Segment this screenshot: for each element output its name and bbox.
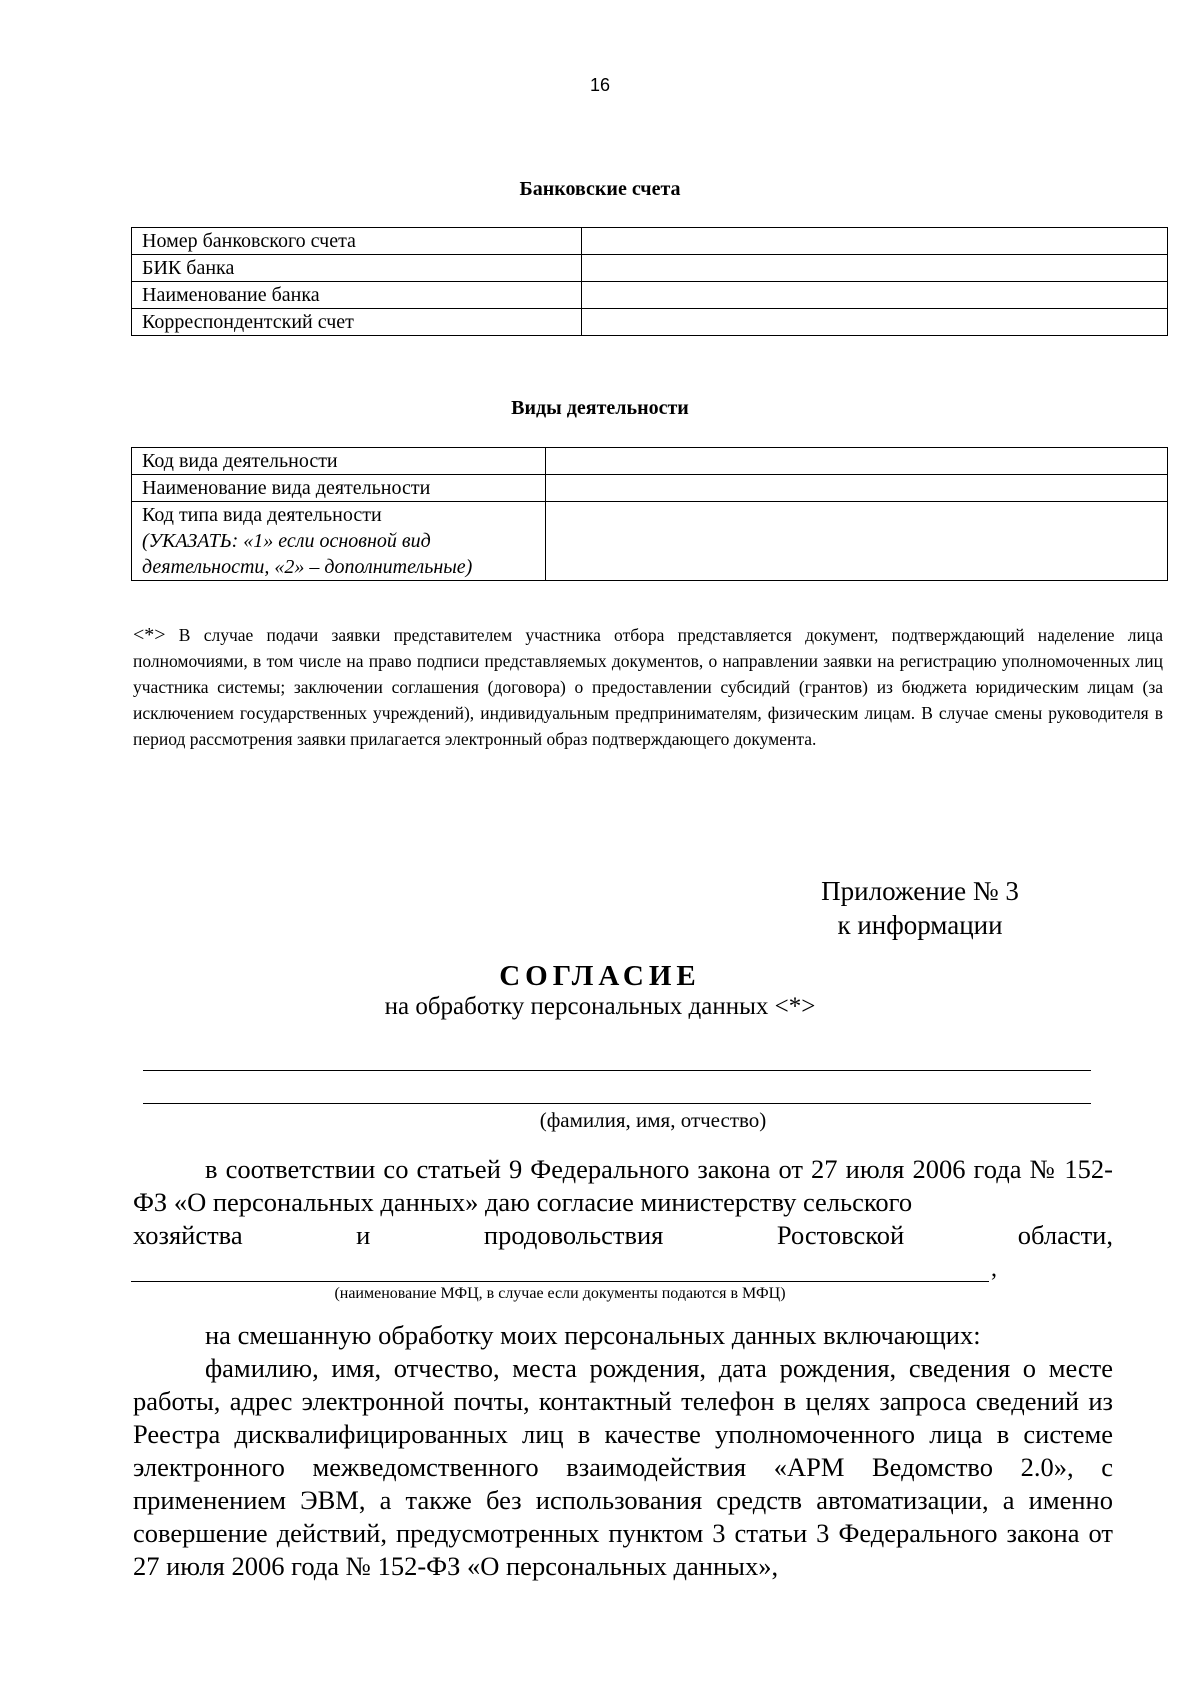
field-label: БИК банка	[132, 255, 582, 282]
table-row	[132, 228, 1168, 255]
table-row	[132, 309, 1168, 336]
field-value[interactable]	[546, 502, 1168, 581]
name-fill-line[interactable]	[143, 1070, 1091, 1071]
name-fill-line-2[interactable]	[143, 1103, 1091, 1104]
field-label: Наименование банка	[132, 282, 582, 309]
consent-paragraph-2	[133, 1319, 1113, 1583]
appendix-header	[810, 874, 1030, 942]
field-note: (УКАЗАТЬ: «1» если основной вид деятельности, «2» – дополнительные)	[142, 530, 473, 578]
appendix-number: Приложение № 3	[821, 876, 1019, 906]
field-label: Код типа вида деятельности	[142, 504, 382, 526]
field-label: Номер банковского счета	[132, 228, 582, 255]
field-label: Код вида деятельности	[132, 448, 546, 475]
field-value[interactable]	[582, 282, 1168, 309]
field-label-cell	[132, 502, 546, 581]
bank-accounts-title: Банковские счета	[519, 178, 681, 200]
bank-accounts-table	[131, 227, 1168, 336]
appendix-subtitle: к информации	[837, 910, 1003, 940]
consent-paragraph-1-text: в соответствии со статьей 9 Федерального закона от 27 июля 2006 года № 152-ФЗ «О персональных данных» даю согласие министерству сельского	[133, 1154, 1113, 1217]
consent-title: СОГЛАСИЕ	[499, 960, 701, 992]
field-value[interactable]	[546, 448, 1168, 475]
table-row	[132, 448, 1168, 475]
table-row	[132, 475, 1168, 502]
mfc-caption: (наименование МФЦ, в случае если документы подаются в МФЦ)	[334, 1285, 786, 1302]
footnote-text: В случае подачи заявки представителем участника отбора представляется документ, подтверждающий наделение лица полномочиями, в том числе на право подписи представляемых документов, о направлении заявки на регистрацию уполномоченных лиц участника системы; заключении соглашения (договора) о предоставлении субсидий (грантов) из бюджета юридическим лицам (за исключением государственных учреждений), индивидуальным предпринимателям, физическим лицам. В случае смены руководителя в период рассмотрения заявки прилагается электронный образ подтверждающего документа.	[133, 625, 1163, 749]
table-row	[132, 282, 1168, 309]
activities-table	[131, 447, 1168, 581]
table-row	[132, 502, 1168, 581]
consent-paragraph-2-text: на смешанную обработку моих персональных данных включающих:	[205, 1320, 981, 1350]
footnote	[133, 622, 1163, 752]
table-row	[132, 255, 1168, 282]
consent-subtitle: на обработку персональных данных <*>	[384, 993, 816, 1020]
field-value[interactable]	[582, 255, 1168, 282]
page-number: 16	[589, 75, 611, 95]
field-label: Наименование вида деятельности	[132, 475, 546, 502]
consent-paragraph-1	[133, 1153, 1113, 1252]
field-value[interactable]	[582, 228, 1168, 255]
consent-paragraph-1-last-line: хозяйства и продовольствия Ростовской области,	[133, 1220, 1113, 1250]
activities-title: Виды деятельности	[511, 397, 689, 419]
consent-paragraph-3-text: фамилию, имя, отчество, места рождения, дата рождения, сведения о месте работы, адрес электронной почты, контактный телефон в целях запроса сведений из Реестра дисквалифицированных лиц в качестве уполномоченного лица в системе электронного межведомственного взаимодействия «АРМ Ведомство 2.0», с применением ЭВМ, а также без использования средств автоматизации, а именно совершение действий, предусмотренных пунктом 3 статьи 3 Федерального закона от 27 июля 2006 года № 152-ФЗ «О персональных данных»,	[133, 1353, 1113, 1581]
mfc-fill-line[interactable]	[131, 1281, 989, 1282]
field-value[interactable]	[546, 475, 1168, 502]
field-label: Корреспондентский счет	[132, 309, 582, 336]
field-value[interactable]	[582, 309, 1168, 336]
mfc-comma: ,	[991, 1256, 997, 1282]
name-caption: (фамилия, имя, отчество)	[539, 1108, 767, 1132]
footnote-mark: <*>	[133, 624, 166, 646]
